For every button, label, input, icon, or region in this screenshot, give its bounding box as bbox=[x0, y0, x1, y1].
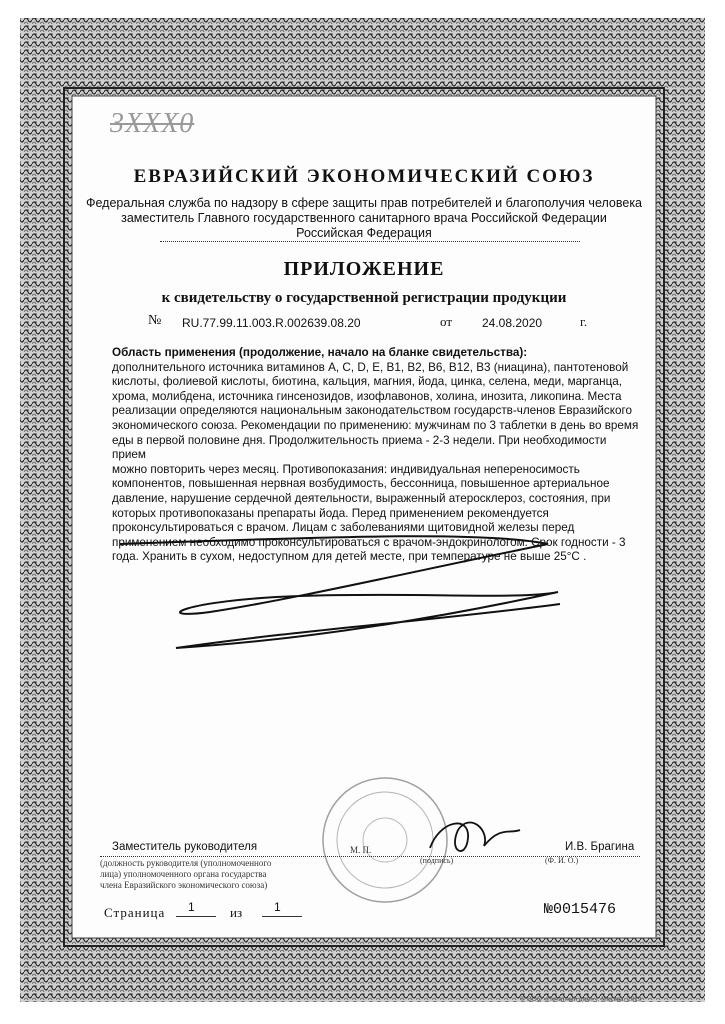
scope-text: дополнительного источника витаминов А, С, D, Е, В1, В2, В6, В12, В3 (ниацина), пантотеновой кислоты, фолиевой кислоты, биотина, кальция, магния, йода, цинка, селена, меди, марганца, хрома, молибдена, источника гинсенозидов, изофлавонов, холина, инозита, ликопина. Места реализации определяются национальным законодательством государств-членов Евразийского экономического союза. Рекомендации по применению: мужчинам по 3 таблетки в день во время еды в первой половине дня. Продолжительность приема - 2-3 недели. При необходимости прием можно повторить через месяц. Противопоказания: индивидуальная непереносимость компонентов, повышенная нервная возбудимость, бессонница, повышенное артериальное давление, нарушение сердечной деятельности, выраженный атеросклероз, состояния, при которых противопоказаны препараты йода. Перед применением рекомендуется проконсультироваться с врачом. Лицам с заболеваниями щитовидной железы перед применением необходимо проконсультироваться с врачом-эндокринологом. Срок годности - 3 года. Хранить в сухом, недоступном для детей месте, при температуре не выше 25°С . bbox=[112, 360, 639, 564]
page-number-rule bbox=[176, 916, 216, 917]
authority-line-3: Российская Федерация bbox=[296, 226, 432, 240]
signatory-name: И.В. Брагина bbox=[565, 841, 635, 853]
signatory-position: Заместитель руководителя bbox=[112, 841, 258, 853]
reg-date: 24.08.2020 bbox=[482, 316, 543, 330]
page-number: 1 bbox=[188, 900, 195, 914]
reg-number: RU.77.99.11.003.R.002639.08.20 bbox=[182, 316, 361, 330]
reg-year-suffix: г. bbox=[580, 314, 588, 329]
signature-caption: (подпись) bbox=[420, 856, 454, 865]
authority-line-2: заместитель Главного государственного санитарного врача Российской Федерации bbox=[121, 211, 607, 225]
page-total: 1 bbox=[274, 900, 281, 914]
page-total-rule bbox=[262, 916, 302, 917]
reg-number-label: № bbox=[148, 313, 162, 328]
form-number: №0015476 bbox=[544, 901, 617, 918]
page-of-label: из bbox=[230, 905, 243, 920]
document-subtitle: к свидетельству о государственной регистрации продукции bbox=[161, 290, 567, 306]
reg-date-label: от bbox=[440, 314, 453, 329]
document-title: ПРИЛОЖЕНИЕ bbox=[283, 258, 445, 280]
seal-label: М. П. bbox=[350, 845, 372, 855]
union-title: ЕВРАЗИЙСКИЙ ЭКОНОМИЧЕСКИЙ СОЮЗ bbox=[133, 166, 595, 187]
authority-rule bbox=[160, 241, 580, 242]
authority-line-1: Федеральная служба по надзору в сфере защиты прав потребителей и благополучия человека bbox=[85, 196, 643, 210]
fio-caption: (Ф. И. О.) bbox=[545, 856, 579, 865]
serial-stamp: 3XXX0 bbox=[110, 108, 195, 139]
printer-note: © ООО «Печатный дом» г. Москва, 2019 bbox=[520, 996, 642, 1003]
position-caption: (должность руководителя (уполномоченного лица) уполномоченного органа государства члена Евразийского экономического союза) bbox=[100, 858, 272, 890]
scope-body bbox=[112, 346, 642, 565]
page-label: Страница bbox=[104, 905, 166, 920]
scope-heading: Область применения (продолжение, начало на бланке свидетельства): bbox=[112, 346, 528, 359]
